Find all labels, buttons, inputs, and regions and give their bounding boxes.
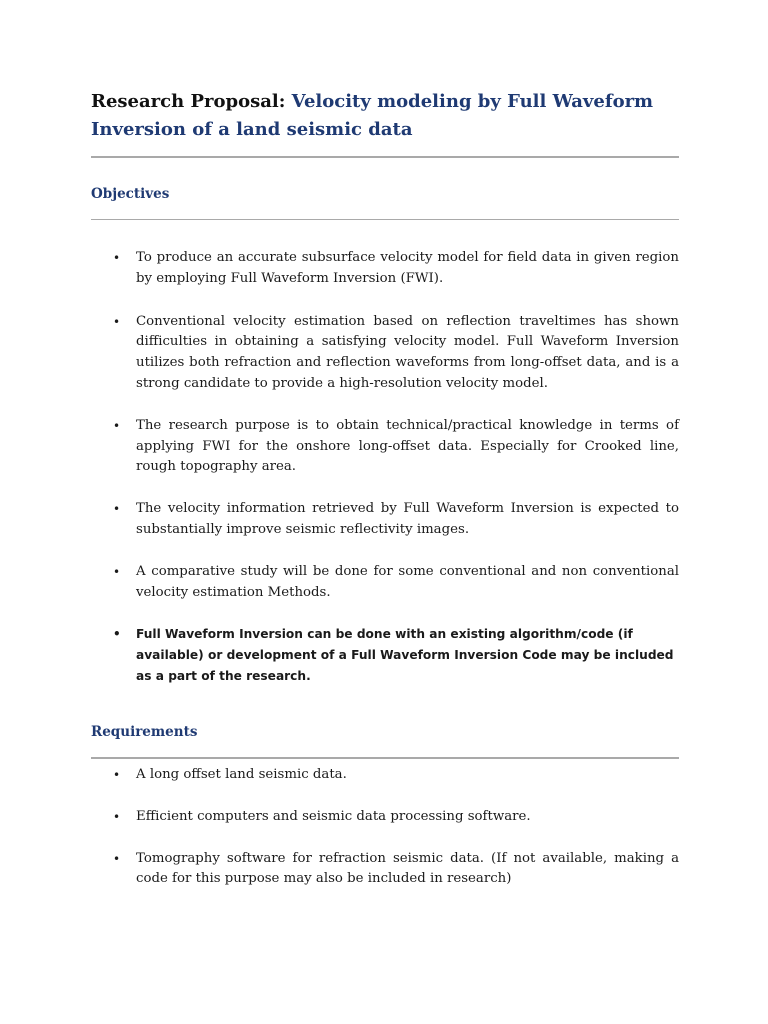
title-prefix: Research Proposal:: [91, 91, 286, 112]
bullet-icon: •: [113, 851, 121, 866]
requirement-text: Efficient computers and seismic data processing software.: [136, 808, 531, 824]
objective-text: Conventional velocity estimation based on reflection traveltimes has shown difficulties in obtaining a satisfying velocity model. Full Waveform Inversion utilizes both refraction and reflection waveforms from long-offset data, and is a strong candidate to provide a high-resolution velocity model.: [136, 313, 679, 391]
bullet-icon: •: [113, 768, 121, 782]
objective-text: The research purpose is to obtain technical/practical knowledge in terms of applying FWI for the onshore long-offset data. Especially for Crooked line, rough topography area.: [136, 417, 679, 475]
objectives-heading: Objectives: [91, 186, 170, 202]
requirements-divider: [91, 757, 679, 759]
requirement-item: [91, 849, 679, 891]
objective-item: [91, 416, 679, 478]
bullet-icon: •: [113, 251, 121, 265]
bullet-icon: •: [113, 627, 121, 642]
bullet-icon: •: [113, 809, 121, 824]
bullet-icon: •: [113, 314, 121, 329]
bullet-icon: •: [113, 418, 121, 433]
bullet-icon: •: [113, 502, 121, 517]
title-accent: Velocity modeling by Full Waveform Inversion of a land seismic data: [91, 91, 654, 140]
title-divider: [91, 156, 679, 158]
requirement-text: Tomography software for refraction seismic data. (If not available, making a code for this purpose may also be included in research): [136, 850, 679, 887]
objective-item: [91, 312, 679, 395]
requirement-item: [91, 807, 679, 828]
objective-item: [91, 499, 679, 541]
document-title: [91, 88, 681, 144]
requirements-list: [91, 765, 679, 890]
objectives-list: [91, 248, 679, 687]
objective-text: To produce an accurate subsurface velocity model for field data in given region by employing Full Waveform Inversion (FWI).: [136, 250, 679, 286]
objective-item: [91, 624, 679, 687]
objective-text: Full Waveform Inversion can be done with an existing algorithm/code (if available) or development of a Full Waveform Inversion Code may be included as a part of the research.: [136, 627, 674, 684]
objectives-divider: [91, 219, 679, 220]
objective-item: [91, 248, 679, 290]
requirement-text: A long offset land seismic data.: [136, 767, 347, 782]
requirements-heading: Requirements: [91, 724, 198, 740]
objective-text: A comparative study will be done for some conventional and non conventional velocity estimation Methods.: [136, 563, 679, 600]
requirement-item: [91, 765, 679, 786]
objective-item: [91, 562, 679, 604]
objective-text: The velocity information retrieved by Full Waveform Inversion is expected to substantially improve seismic reflectivity images.: [136, 501, 679, 537]
bullet-icon: •: [113, 564, 121, 579]
